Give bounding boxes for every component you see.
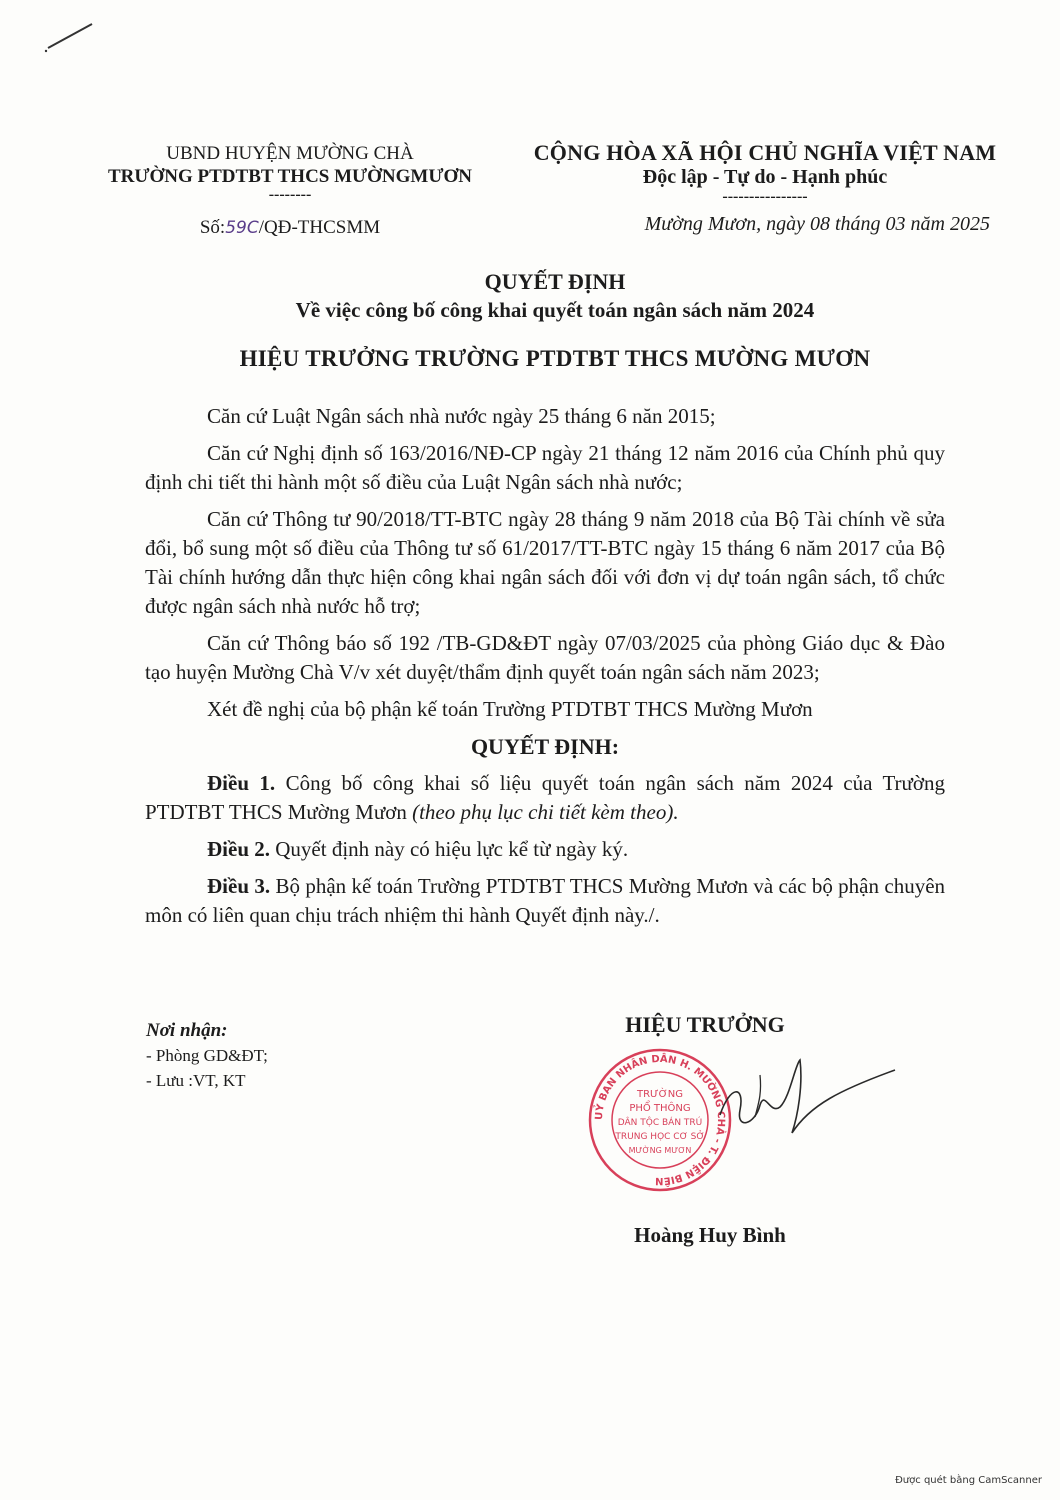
- article-1: [145, 769, 945, 827]
- title-block: [60, 268, 1050, 372]
- issuing-authority: HIỆU TRƯỞNG TRƯỜNG PTDTBT THCS MƯỜNG MƯƠN: [239, 346, 871, 371]
- document-title: QUYẾT ĐỊNH: [484, 269, 626, 294]
- basis-5: Xét đề nghị của bộ phận kế toán Trường PTDTBT THCS Mường Mươn: [207, 697, 813, 721]
- article-1-text: Công bố công khai số liệu quyết toán ngân sách năm 2024 của Trường PTDTBT THCS Mường Mươn: [145, 771, 946, 824]
- article-1-note: (theo phụ lục chi tiết kèm theo).: [412, 800, 679, 824]
- recipient-item: - Phòng GD&ĐT;: [146, 1046, 268, 1065]
- basis-2: Căn cứ Nghị định số 163/2016/NĐ-CP ngày 21 tháng 12 năm 2016 của Chính phủ quy định chi tiết thi hành một số điều của Luật Ngân sách nhà nước;: [145, 441, 945, 494]
- article-2: [145, 835, 945, 864]
- so-prefix: Số:: [199, 217, 226, 238]
- scanner-footer: Được quét bằng CamScanner: [895, 1475, 1042, 1486]
- basis-4: Căn cứ Thông báo số 192 /TB-GD&ĐT ngày 07/03/2025 của phòng Giáo dục & Đào tạo huyện Mường Chà V/v xét duyệt/thẩm định quyết toán ngân sách năm 2023;: [145, 631, 945, 684]
- article-1-label: Điều 1.: [207, 771, 276, 795]
- country-name: CỘNG HÒA XÃ HỘI CHỦ NGHĨA VIỆT NAM: [533, 140, 997, 165]
- agency-line-2: TRƯỜNG PTDTBT THCS MƯỜNGMƯƠN: [107, 166, 472, 187]
- seal-line-5: MƯỜNG MƯƠN: [628, 1146, 692, 1155]
- document-body: [145, 402, 945, 938]
- recipients: [146, 1018, 446, 1093]
- article-3-label: Điều 3.: [207, 874, 271, 898]
- decision-heading: QUYẾT ĐỊNH:: [470, 734, 620, 759]
- agency-divider: --------: [268, 186, 312, 203]
- issuing-agency: [90, 142, 490, 202]
- recipient-item: - Lưu :VT, KT: [146, 1071, 246, 1090]
- basis-3: Căn cứ Thông tư 90/2018/TT-BTC ngày 28 tháng 9 năm 2018 của Bộ Tài chính về sửa đổi, bổ sung một số điều của Thông tư số 61/2017/TT-BTC ngày 15 tháng 6 năm 2017 của Bộ Tài chính hướng dẫn thực hiện công khai ngân sách đối với đơn vị dự toán ngân sách, tổ chức được ngân sách nhà nước hỗ trợ;: [145, 507, 945, 618]
- article-3: [145, 872, 945, 930]
- recipients-label: Nơi nhận:: [146, 1020, 228, 1041]
- signer-name: Hoàng Huy Bình: [634, 1223, 786, 1247]
- basis-1: Căn cứ Luật Ngân sách nhà nước ngày 25 tháng 6 năn 2015;: [207, 404, 716, 428]
- pen-mark: [40, 18, 100, 58]
- issue-date: Mường Mươn, ngày 08 tháng 03 năm 2025: [644, 213, 990, 235]
- document-number: [90, 217, 490, 239]
- motto-divider: ----------------: [722, 188, 808, 205]
- seal-line-4: TRUNG HỌC CƠ SỞ: [615, 1132, 705, 1142]
- national-header: [505, 140, 1025, 204]
- article-3-text: Bộ phận kế toán Trường PTDTBT THCS Mường Mươn và các bộ phận chuyên môn có liên quan chịu trách nhiệm thi hành Quyết định này./.: [145, 874, 946, 927]
- so-suffix: /QĐ-THCSMM: [258, 217, 381, 238]
- seal-ring-text: UỶ BAN NHÂN DÂN H. MƯỜNG CHÀ - T. ĐIỆN BIÊN: [593, 1053, 727, 1187]
- handwritten-signature: [700, 1045, 900, 1155]
- so-handwritten: 59C: [225, 218, 259, 238]
- seal-line-3: DÂN TỘC BÁN TRÚ: [617, 1118, 703, 1128]
- seal-line-1: TRƯỜNG: [637, 1089, 683, 1100]
- article-2-text: Quyết định này có hiệu lực kể từ ngày ký.: [270, 837, 629, 861]
- document-subject: Về việc công bố công khai quyết toán ngân sách năm 2024: [295, 298, 815, 322]
- signer-title: HIỆU TRƯỞNG: [625, 1012, 785, 1037]
- national-motto: Độc lập - Tự do - Hạnh phúc: [642, 166, 888, 188]
- seal-line-2: PHỔ THÔNG: [629, 1103, 691, 1114]
- article-2-label: Điều 2.: [207, 837, 270, 861]
- agency-line-1: UBND HUYỆN MƯỜNG CHÀ: [166, 143, 414, 164]
